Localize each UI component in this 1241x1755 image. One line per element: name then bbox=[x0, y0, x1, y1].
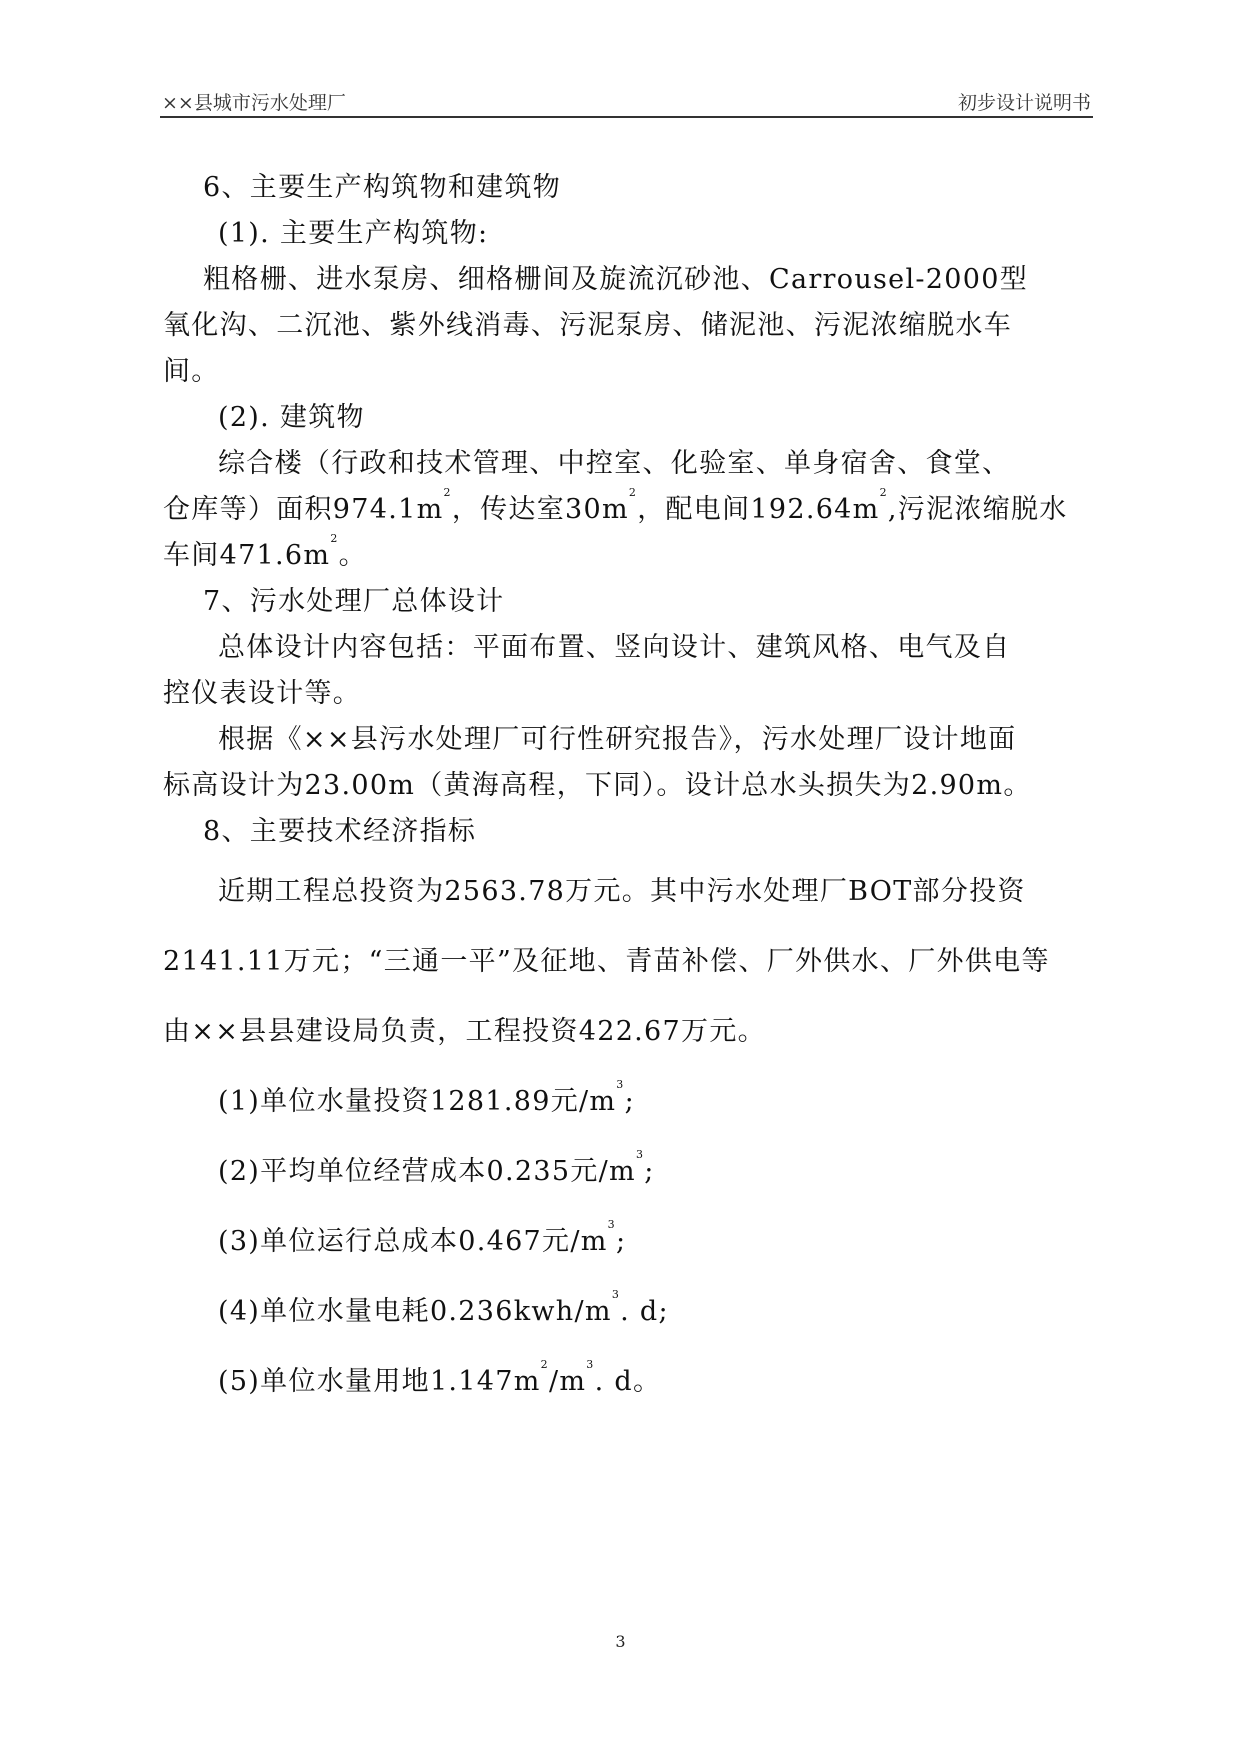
header-left-title: ××县城市污水处理厂 bbox=[162, 92, 346, 114]
paragraph-line: 总体设计内容包括：平面布置、竖向设计、建筑风格、电气及自 bbox=[218, 632, 1011, 663]
superscript: 2 bbox=[540, 1358, 549, 1371]
paragraph-line bbox=[163, 533, 367, 572]
paragraph-line: 由××县县建设局负责，工程投资422.67万元。 bbox=[163, 1016, 766, 1047]
paragraph-line: 2141.11万元；“三通一平”及征地、青苗补偿、厂外供水、厂外供电等 bbox=[163, 946, 1050, 977]
paragraph-line: 近期工程总投资为2563.78万元。其中污水处理厂BOT部分投资 bbox=[218, 876, 1026, 907]
section-8-title: 8、主要技术经济指标 bbox=[203, 816, 477, 847]
superscript: 3 bbox=[586, 1358, 595, 1371]
paragraph-line: 根据《××县污水处理厂可行性研究报告》，污水处理厂设计地面 bbox=[218, 724, 1017, 755]
text-segment: (2)平均单位经营成本0.235元/m bbox=[218, 1156, 636, 1187]
paragraph-line: 标高设计为23.00m（黄海高程，下同）。设计总水头损失为2.90m。 bbox=[163, 770, 1032, 801]
paragraph-line: 综合楼（行政和技术管理、中控室、化验室、单身宿舍、食堂、 bbox=[218, 448, 1011, 479]
header-right-title: 初步设计说明书 bbox=[957, 92, 1091, 114]
text-segment: 仓库等）面积974.1m bbox=[163, 494, 444, 525]
text-segment: ; bbox=[624, 1086, 636, 1117]
page-header bbox=[160, 86, 1093, 118]
superscript: 3 bbox=[635, 1148, 645, 1161]
text-segment: ，传达室30m bbox=[451, 494, 629, 525]
text-segment: (5)单位水量用地1.147m bbox=[218, 1366, 541, 1397]
superscript: 3 bbox=[616, 1078, 625, 1091]
superscript: 3 bbox=[607, 1218, 616, 1231]
text-segment: 车间471.6m bbox=[163, 540, 331, 571]
text-segment: . d; bbox=[620, 1296, 669, 1327]
paragraph-line: 间。 bbox=[163, 356, 220, 387]
paragraph-line bbox=[163, 487, 1068, 526]
superscript: 2 bbox=[330, 532, 339, 545]
indicator-item bbox=[218, 1149, 655, 1188]
text-segment: /m bbox=[548, 1366, 587, 1397]
text-segment: (4)单位水量电耗0.236kwh/m bbox=[218, 1296, 612, 1327]
text-segment: 。 bbox=[338, 540, 367, 571]
text-segment: . d。 bbox=[594, 1366, 662, 1397]
text-segment: ; bbox=[644, 1156, 655, 1187]
indicator-item bbox=[218, 1079, 635, 1118]
superscript: 2 bbox=[879, 486, 888, 499]
indicator-item bbox=[218, 1289, 669, 1328]
paragraph-line: 控仪表设计等。 bbox=[163, 678, 362, 709]
superscript: 3 bbox=[611, 1288, 621, 1301]
text-segment: ,污泥浓缩脱水 bbox=[887, 494, 1068, 525]
text-segment: (3)单位运行总成本0.467元/m bbox=[218, 1226, 608, 1257]
section-7-title: 7、污水处理厂总体设计 bbox=[203, 586, 505, 617]
text-segment: (1)单位水量投资1281.89元/m bbox=[218, 1086, 617, 1117]
text-segment: ; bbox=[615, 1226, 627, 1257]
text-segment: ，配电间192.64m bbox=[637, 494, 880, 525]
indicator-item bbox=[218, 1359, 661, 1398]
superscript: 2 bbox=[628, 486, 638, 499]
section-6-2-title: (2). 建筑物 bbox=[218, 402, 365, 433]
superscript: 2 bbox=[443, 486, 452, 499]
paragraph-line: 粗格栅、进水泵房、细格栅间及旋流沉砂池、Carrousel-2000型 bbox=[203, 264, 1029, 295]
section-6-title: 6、主要生产构筑物和建筑物 bbox=[203, 172, 562, 203]
indicator-item bbox=[218, 1219, 626, 1258]
paragraph-line: 氧化沟、二沉池、紫外线消毒、污泥泵房、储泥池、污泥浓缩脱水车 bbox=[163, 310, 1012, 341]
page-number: 3 bbox=[615, 1632, 626, 1651]
section-6-1-title: (1). 主要生产构筑物: bbox=[218, 218, 489, 249]
